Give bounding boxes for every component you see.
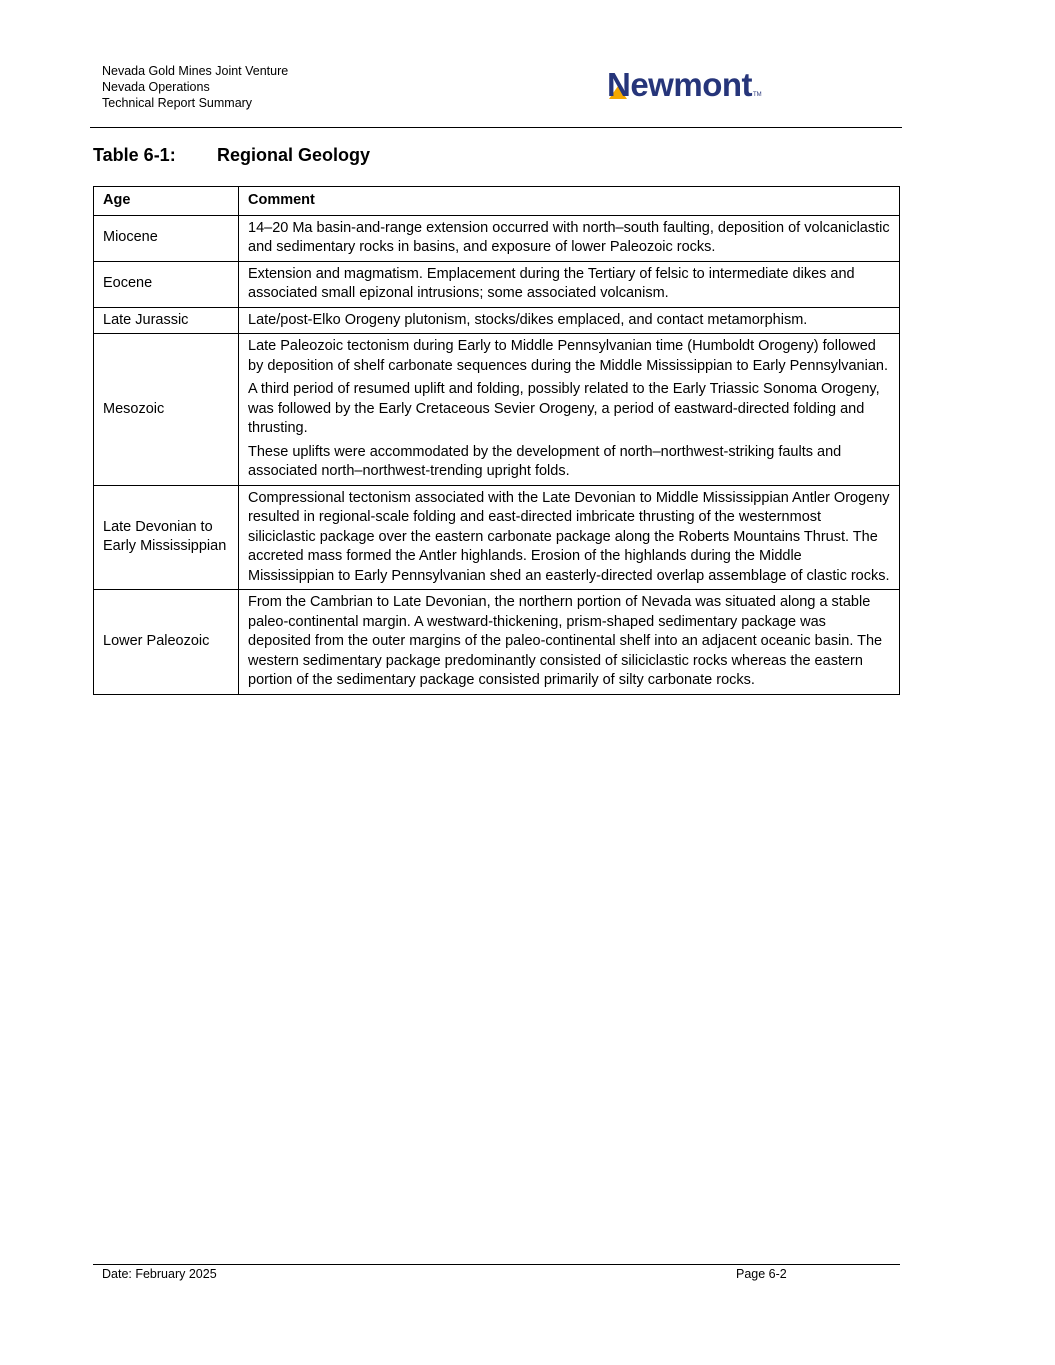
- comment-paragraph: Compressional tectonism associated with the Late Devonian to Middle Mississippian Antler Orogeny resulted in regional-scale folding and east-directed imbricate thrusting of the westernmost siliciclastic package over the eastern carbonate package along the Roberts Mountains Thrust. The accreted mass formed the Antler highlands. Erosion of the highlands during the Middle Mississippian to Early Pennsylvanian shed an easterly-directed overlap assemblage of clastic rocks.: [248, 489, 890, 584]
- comment-cell: [239, 485, 900, 590]
- header-line: Nevada Operations: [102, 80, 210, 94]
- table-title: Regional Geology: [217, 145, 371, 165]
- table-row: [94, 334, 900, 486]
- footer-divider: [93, 1264, 900, 1265]
- table-row: [94, 590, 900, 695]
- comment-paragraph: These uplifts were accommodated by the development of north–northwest-striking faults and associated north–northwest-trending upright folds.: [248, 443, 842, 479]
- table-row: [94, 307, 900, 334]
- comment-cell: [239, 307, 900, 334]
- comment-paragraph: Late Paleozoic tectonism during Early to Middle Pennsylvanian time (Humboldt Orogeny) followed by deposition of shelf carbonate sequences during the Middle Mississippian to Early Pennsylvanian.: [248, 338, 888, 374]
- table-header-row: [94, 187, 900, 216]
- age-cell: Late Jurassic: [94, 307, 239, 334]
- comment-cell: [239, 261, 900, 307]
- table-row: [94, 261, 900, 307]
- newmont-logo: [607, 66, 762, 106]
- footer-page-number: Page 6-2: [736, 1267, 787, 1281]
- table-number: Table 6-1:: [93, 145, 176, 165]
- logo-trademark: TM: [753, 92, 762, 98]
- header-line: Technical Report Summary: [102, 96, 253, 110]
- comment-paragraph: Late/post-Elko Orogeny plutonism, stocks/dikes emplaced, and contact metamorphism.: [248, 311, 808, 328]
- comment-paragraph: A third period of resumed uplift and folding, possibly related to the Early Triassic Sonoma Orogeny, was followed by the Early Cretaceous Sevier Orogeny, a period of eastward-directed folding and thrusting.: [248, 381, 880, 436]
- comment-cell: [239, 215, 900, 261]
- logo-text: Newmont: [607, 66, 752, 103]
- comment-cell: [239, 334, 900, 486]
- comment-paragraph: 14–20 Ma basin-and-range extension occurred with north–south faulting, deposition of volcaniclastic and sedimentary rocks in basins, and exposure of lower Paleozoic rocks.: [248, 219, 890, 255]
- age-cell: Miocene: [94, 215, 239, 261]
- age-cell: Mesozoic: [94, 334, 239, 486]
- regional-geology-table: [93, 186, 900, 695]
- comment-paragraph: From the Cambrian to Late Devonian, the northern portion of Nevada was situated along a stable paleo-continental margin. A westward-thickening, prism-shaped sedimentary package was deposited from the outer margins of the paleo-continental shelf into an adjacent oceanic basin. The western sedimentary package predominantly consisted of siliciclastic rocks whereas the eastern portion of the sedimentary package consisted primarily of silty carbonate rocks.: [248, 594, 883, 688]
- age-cell: Lower Paleozoic: [94, 590, 239, 695]
- table-caption: [93, 145, 370, 166]
- footer-date: Date: February 2025: [102, 1267, 217, 1281]
- comment-paragraph: Extension and magmatism. Emplacement during the Tertiary of felsic to intermediate dikes and associated small epizonal intrusions; some associated volcanism.: [248, 265, 855, 301]
- table-row: [94, 215, 900, 261]
- table-row: [94, 485, 900, 590]
- column-header-age: Age: [94, 187, 239, 216]
- header-line: Nevada Gold Mines Joint Venture: [102, 64, 289, 78]
- document-header: [102, 63, 288, 111]
- age-cell: Eocene: [94, 261, 239, 307]
- column-header-comment: Comment: [239, 187, 900, 216]
- age-cell: Late Devonian to Early Mississippian: [94, 485, 239, 590]
- header-divider: [90, 127, 902, 128]
- comment-cell: [239, 590, 900, 695]
